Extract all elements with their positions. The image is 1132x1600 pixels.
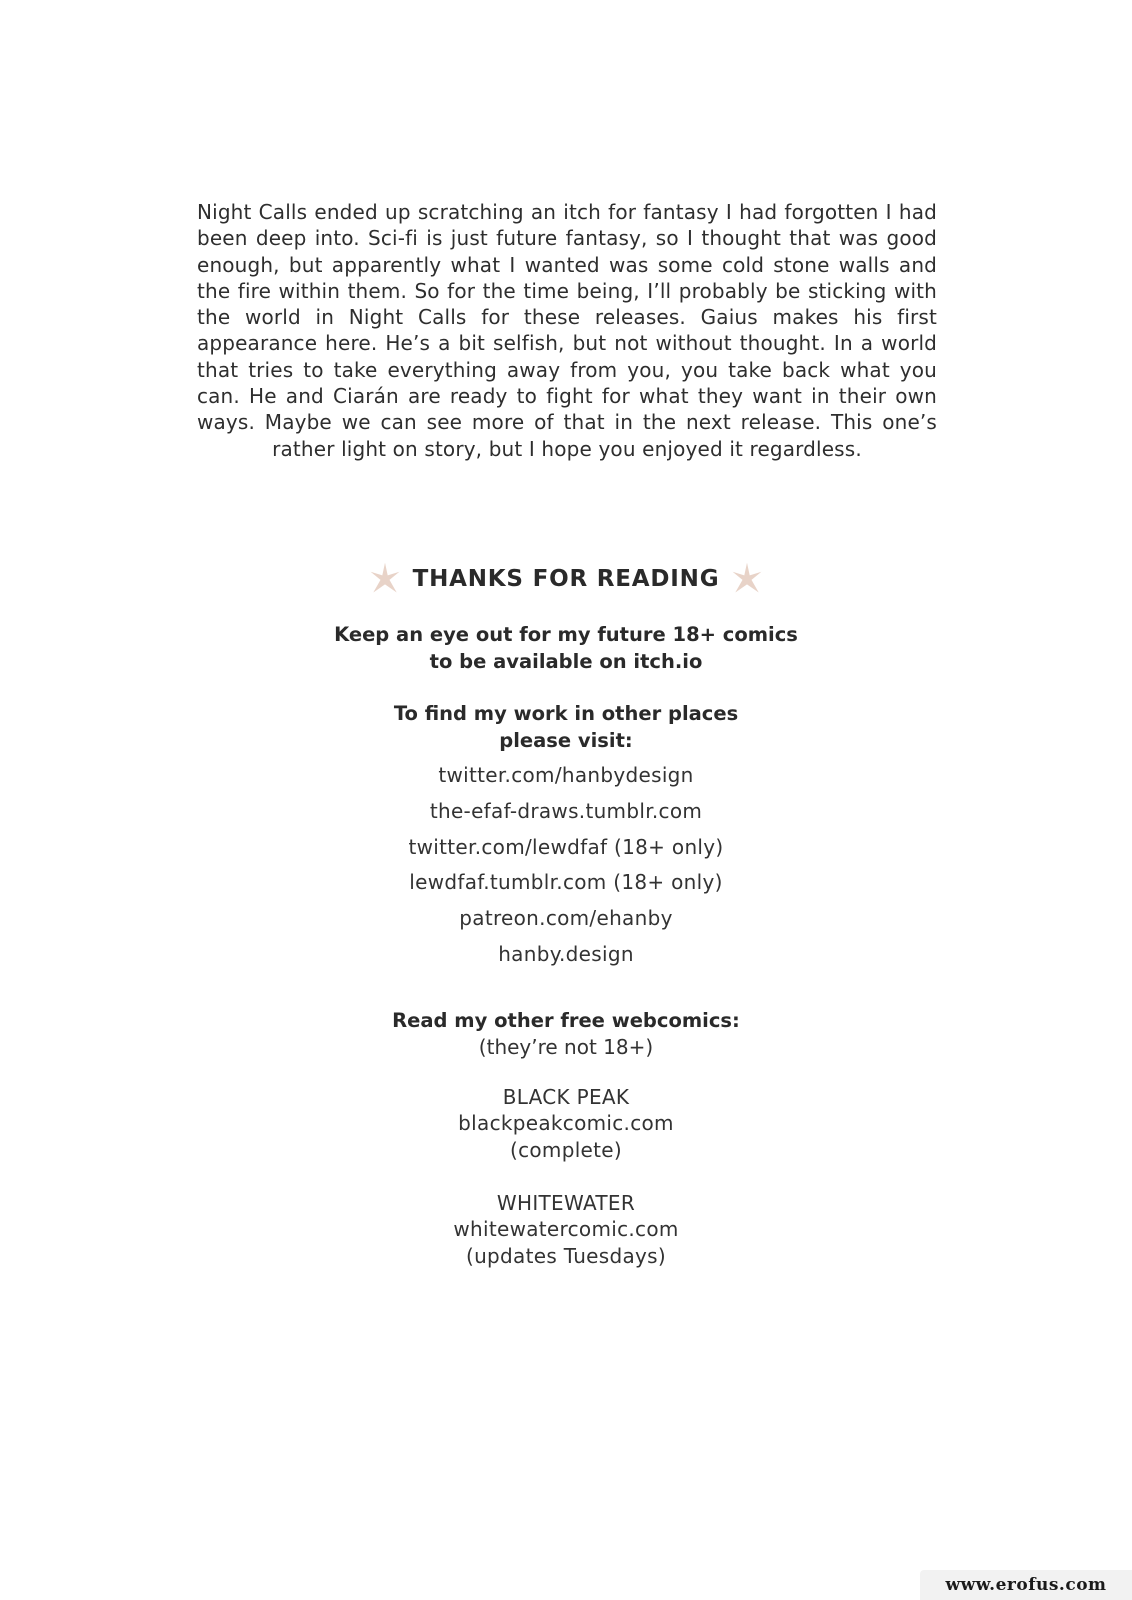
site-watermark: www.erofus.com bbox=[920, 1570, 1132, 1600]
thanks-heading bbox=[0, 561, 1132, 597]
comic-name: WHITEWATER bbox=[496, 1191, 636, 1215]
star-icon bbox=[729, 561, 765, 597]
comic-url[interactable]: blackpeakcomic.com bbox=[458, 1111, 674, 1136]
comic-status: (complete) bbox=[509, 1137, 623, 1162]
comic-name: BLACK PEAK bbox=[502, 1085, 630, 1109]
find-work-line-2: please visit: bbox=[499, 728, 633, 752]
comic-url[interactable]: whitewatercomic.com bbox=[453, 1217, 679, 1242]
link-hanby-design[interactable]: hanby.design bbox=[498, 941, 634, 966]
link-patreon[interactable]: patreon.com/ehanby bbox=[459, 906, 673, 931]
itch-notice-line-1: Keep an eye out for my future 18+ comics bbox=[334, 623, 798, 646]
link-efaf-tumblr[interactable]: the-efaf-draws.tumblr.com bbox=[429, 798, 703, 823]
other-comics-heading: Read my other free webcomics: bbox=[392, 1009, 740, 1032]
afterword-paragraph: Night Calls ended up scratching an itch for fantasy I had forgotten I had been deep into. Sci-fi is just future fantasy, so I thought that was good enough, but apparently what I wanted was some cold stone walls and the fire within them. So for the time being, I’ll probably be sticking with the world in Night Calls for these releases. Gaius makes his first appearance here. He’s a bit selfish, but not without thought. In a world that tries to take everything away from you, you take back what you can. He and Ciarán are ready to fight for what they want in their own ways. Maybe we can see more of that in the next release. This one’s rather light on story, but I hope you enjoyed it regardless. bbox=[197, 200, 937, 461]
other-comics-note: (they’re not 18+) bbox=[478, 1035, 654, 1059]
itch-notice bbox=[0, 622, 1132, 675]
link-lewdfaf-tumblr[interactable]: lewdfaf.tumblr.com (18+ only) bbox=[409, 870, 723, 895]
comic-whitewater bbox=[0, 1190, 1132, 1269]
thanks-title: THANKS FOR READING bbox=[412, 566, 720, 592]
links-list bbox=[0, 758, 1132, 973]
find-work-heading bbox=[0, 701, 1132, 754]
link-twitter-lewdfaf[interactable]: twitter.com/lewdfaf (18+ only) bbox=[408, 834, 724, 859]
link-twitter-hanbydesign[interactable]: twitter.com/hanbydesign bbox=[438, 763, 694, 787]
find-work-line-1: To find my work in other places bbox=[393, 702, 739, 725]
comic-black-peak bbox=[0, 1084, 1132, 1163]
itch-notice-line-2: to be available on itch.io bbox=[429, 649, 703, 673]
comic-status: (updates Tuesdays) bbox=[465, 1243, 667, 1268]
star-icon bbox=[367, 561, 403, 597]
